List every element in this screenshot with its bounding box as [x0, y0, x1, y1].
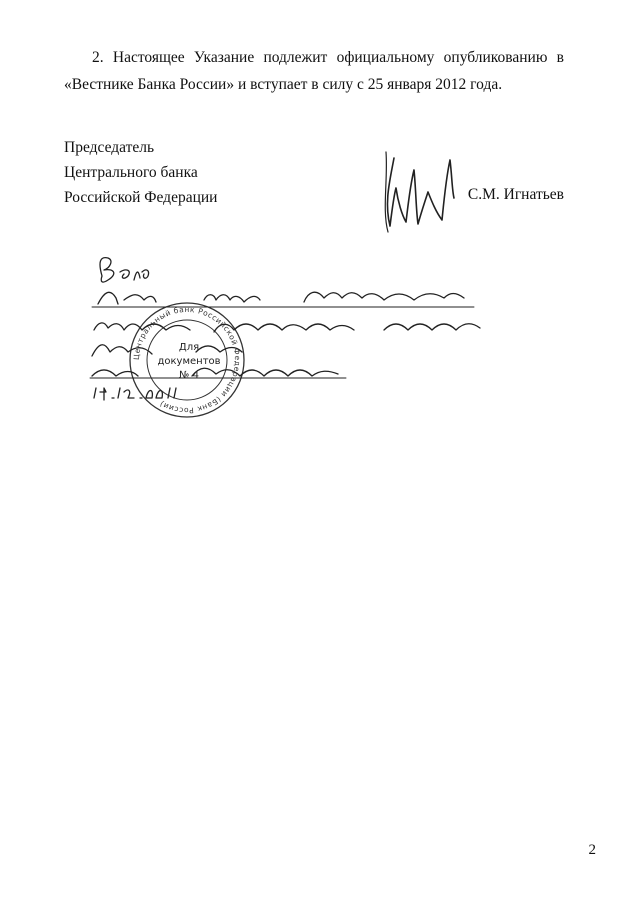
- stamp-center-line-3: № 4: [179, 370, 199, 381]
- paragraph-line-2: «Вестнике Банка России» и вступает в силу с 25 января 2012 года.: [64, 76, 503, 93]
- position-line-2: Центрального банка: [64, 164, 198, 181]
- handwritten-certification: [84, 252, 514, 402]
- signatory-position: [64, 135, 217, 210]
- page-number: 2: [588, 842, 596, 858]
- stamp-center-line-1: Для: [178, 342, 200, 353]
- paragraph-line-1: 2. Настоящее Указание подлежит официальному опубликованию в: [92, 49, 564, 66]
- stamp-ring-text: Центральный банк Российской Федерации (Банк России): [131, 304, 243, 416]
- position-line-3: Российской Федерации: [64, 189, 218, 206]
- stamp-center-line-2: документов: [157, 356, 221, 367]
- signer-name: С.М. Игнатьев: [467, 186, 564, 203]
- paragraph-item-2: [64, 44, 564, 98]
- signature-image: [372, 140, 462, 240]
- position-line-1: Председатель: [64, 139, 155, 156]
